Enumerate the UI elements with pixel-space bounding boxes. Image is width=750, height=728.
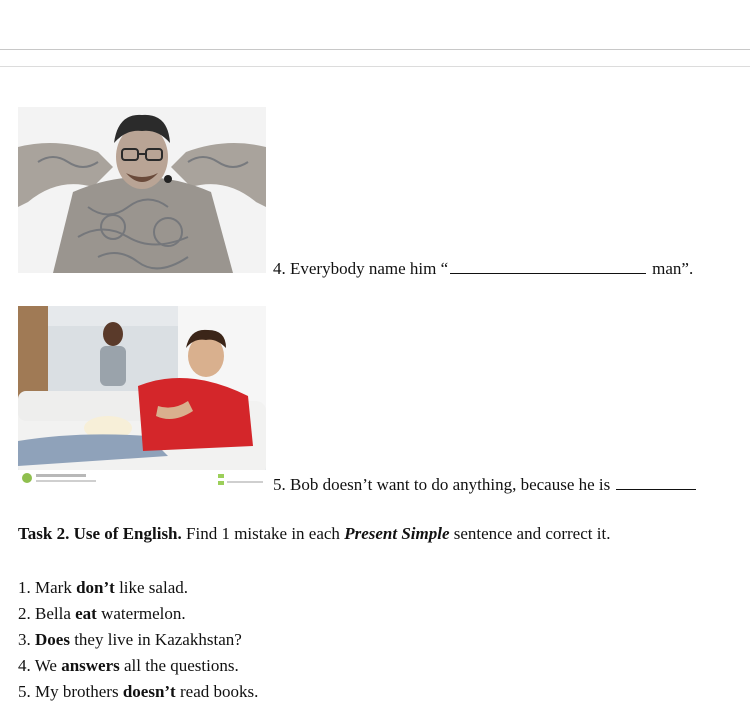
sentence-3-post: they live in Kazakhstan? (69, 630, 242, 649)
sentence-3-mistake: Does (35, 630, 70, 649)
question-4 (273, 258, 693, 279)
lazy-man-photo (18, 306, 266, 490)
sentence-5-post: read books. (175, 682, 259, 701)
sentence-5 (18, 679, 258, 705)
sentence-2-pre: 2. Bella (18, 604, 76, 623)
answer-blank-5[interactable] (616, 474, 696, 490)
task-2-instruction-start: Find 1 mistake in each (181, 524, 345, 543)
lazy-man-illustration (18, 306, 266, 490)
task-2-label: Task 2. Use of English. (18, 524, 182, 543)
question-4-ending: man”. (652, 259, 694, 278)
sentence-3-pre: 3. (18, 630, 35, 649)
question-4-text: 4. Everybody name him “ (273, 259, 449, 278)
question-5-text: 5. Bob doesn’t want to do anything, because he is (273, 475, 611, 494)
sentence-2 (18, 601, 258, 627)
question-5 (273, 474, 696, 495)
sentence-4-post: all the questions. (119, 656, 239, 675)
tattooed-man-illustration (18, 107, 266, 273)
task-2-instruction-end: sentence and correct it. (449, 524, 611, 543)
sentence-1 (18, 575, 258, 601)
task-2-emphasis: Present Simple (344, 524, 450, 543)
top-divider (0, 49, 750, 50)
sentence-1-mistake: don’t (76, 578, 115, 597)
sentence-4-pre: 4. We (18, 656, 62, 675)
answer-blank-4[interactable] (450, 258, 646, 274)
sentence-1-pre: 1. Mark (18, 578, 77, 597)
sentence-1-post: like salad. (114, 578, 188, 597)
sentence-2-mistake: eat (75, 604, 97, 623)
sentence-4 (18, 653, 258, 679)
header-divider (0, 66, 750, 67)
sentence-list (18, 575, 258, 705)
sentence-4-mistake: answers (61, 656, 120, 675)
sentence-5-pre: 5. My brothers (18, 682, 123, 701)
tattooed-man-photo (18, 107, 266, 273)
task-2-heading (18, 524, 610, 544)
sentence-2-post: watermelon. (96, 604, 186, 623)
sentence-3 (18, 627, 258, 653)
sentence-5-mistake: doesn’t (122, 682, 176, 701)
